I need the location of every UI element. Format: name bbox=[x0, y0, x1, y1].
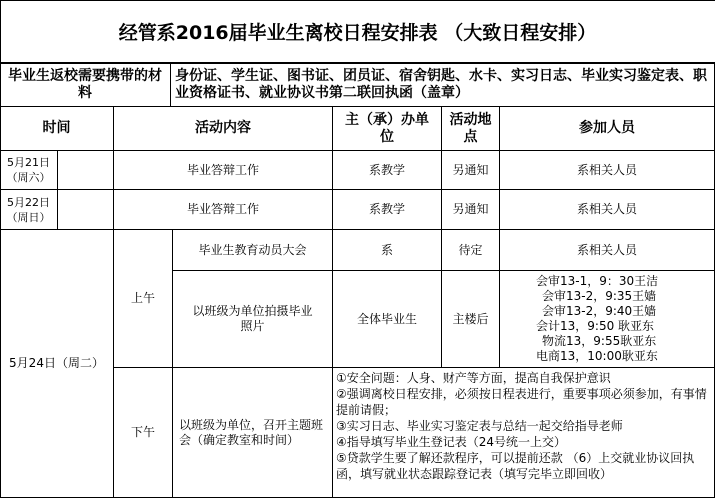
class-meeting-activity: 以班级为单位，召开主题班会（确定教室和时间） bbox=[173, 368, 333, 498]
mobilization-participants: 系相关人员 bbox=[500, 230, 715, 271]
table-row-spacer bbox=[58, 151, 114, 190]
table-row-activity: 毕业答辩工作 bbox=[114, 190, 333, 230]
table-row-participants: 系相关人员 bbox=[500, 151, 715, 190]
table-row-host: 系教学 bbox=[333, 151, 442, 190]
header-time: 时间 bbox=[0, 107, 114, 151]
photo-host: 全体毕业生 bbox=[333, 271, 442, 368]
table-row-date bbox=[0, 190, 58, 230]
schedule-line: 会审13-2，9:40王嫱 bbox=[542, 304, 657, 318]
note-item: ②强调离校日程安排，必须按日程表进行，重要事项必须参加，有事情提前请假； bbox=[336, 387, 707, 417]
date-text: 5月21日（周六） bbox=[6, 156, 51, 184]
mobilization-host: 系 bbox=[333, 230, 442, 271]
header-participants: 参加人员 bbox=[500, 107, 715, 151]
note-item: ③实习日志、毕业实习鉴定表与总结一起交给指导老师 bbox=[336, 419, 623, 433]
date-text: 5月22日（周日） bbox=[6, 195, 51, 224]
page-title: 经管系2016届毕业生离校日程安排表 （大致日程安排） bbox=[0, 0, 715, 64]
note-item: ①安全问题：人身、财产等方面，提高自我保护意识 bbox=[336, 371, 611, 385]
note-item: ⑤贷款学生要了解还款程序，可以提前还款 （6）上交就业协议回执函，填写就业状态跟踪登记表（填写完毕立即回收） bbox=[336, 451, 695, 481]
schedule-line: 会计13，9:50 耿亚东 bbox=[536, 319, 655, 333]
table-row-activity: 毕业答辩工作 bbox=[114, 151, 333, 190]
table-row-location: 另通知 bbox=[442, 190, 500, 230]
schedule-line: 会审13-1，9：30王洁 bbox=[536, 274, 659, 288]
class-meeting-notes bbox=[333, 368, 715, 498]
photo-activity: 以班级为单位拍摄毕业照片 bbox=[173, 271, 333, 368]
may24-morning: 上午 bbox=[114, 230, 173, 368]
table-row-spacer bbox=[58, 190, 114, 230]
mobilization-location: 待定 bbox=[442, 230, 500, 271]
note-item: ④指导填写毕业生登记表（24号统一上交） bbox=[336, 435, 567, 449]
photo-location: 主楼后 bbox=[442, 271, 500, 368]
header-location: 活动地点 bbox=[442, 107, 500, 151]
may24-date: 5月24日（周二） bbox=[0, 230, 114, 498]
table-row-date bbox=[0, 151, 58, 190]
table-row-host: 系教学 bbox=[333, 190, 442, 230]
header-activity: 活动内容 bbox=[114, 107, 333, 151]
materials-label: 毕业生返校需要携带的材料 bbox=[0, 64, 171, 107]
table-row-location: 另通知 bbox=[442, 151, 500, 190]
schedule-line: 物流13，9:55耿亚东 bbox=[542, 334, 657, 348]
schedule-line: 会审13-2，9:35王嫱 bbox=[542, 289, 657, 303]
table-row-participants: 系相关人员 bbox=[500, 190, 715, 230]
schedule-line: 电商13，10:00耿亚东 bbox=[536, 349, 658, 363]
photo-schedule bbox=[500, 271, 715, 368]
header-host: 主（承）办单位 bbox=[333, 107, 442, 151]
materials-content: 身份证、学生证、图书证、团员证、宿舍钥匙、水卡、实习日志、毕业实习鉴定表、职业资格证书、就业协议书第二联回执函（盖章） bbox=[171, 64, 715, 107]
mobilization-activity: 毕业生教育动员大会 bbox=[173, 230, 333, 271]
may24-afternoon: 下午 bbox=[114, 368, 173, 498]
